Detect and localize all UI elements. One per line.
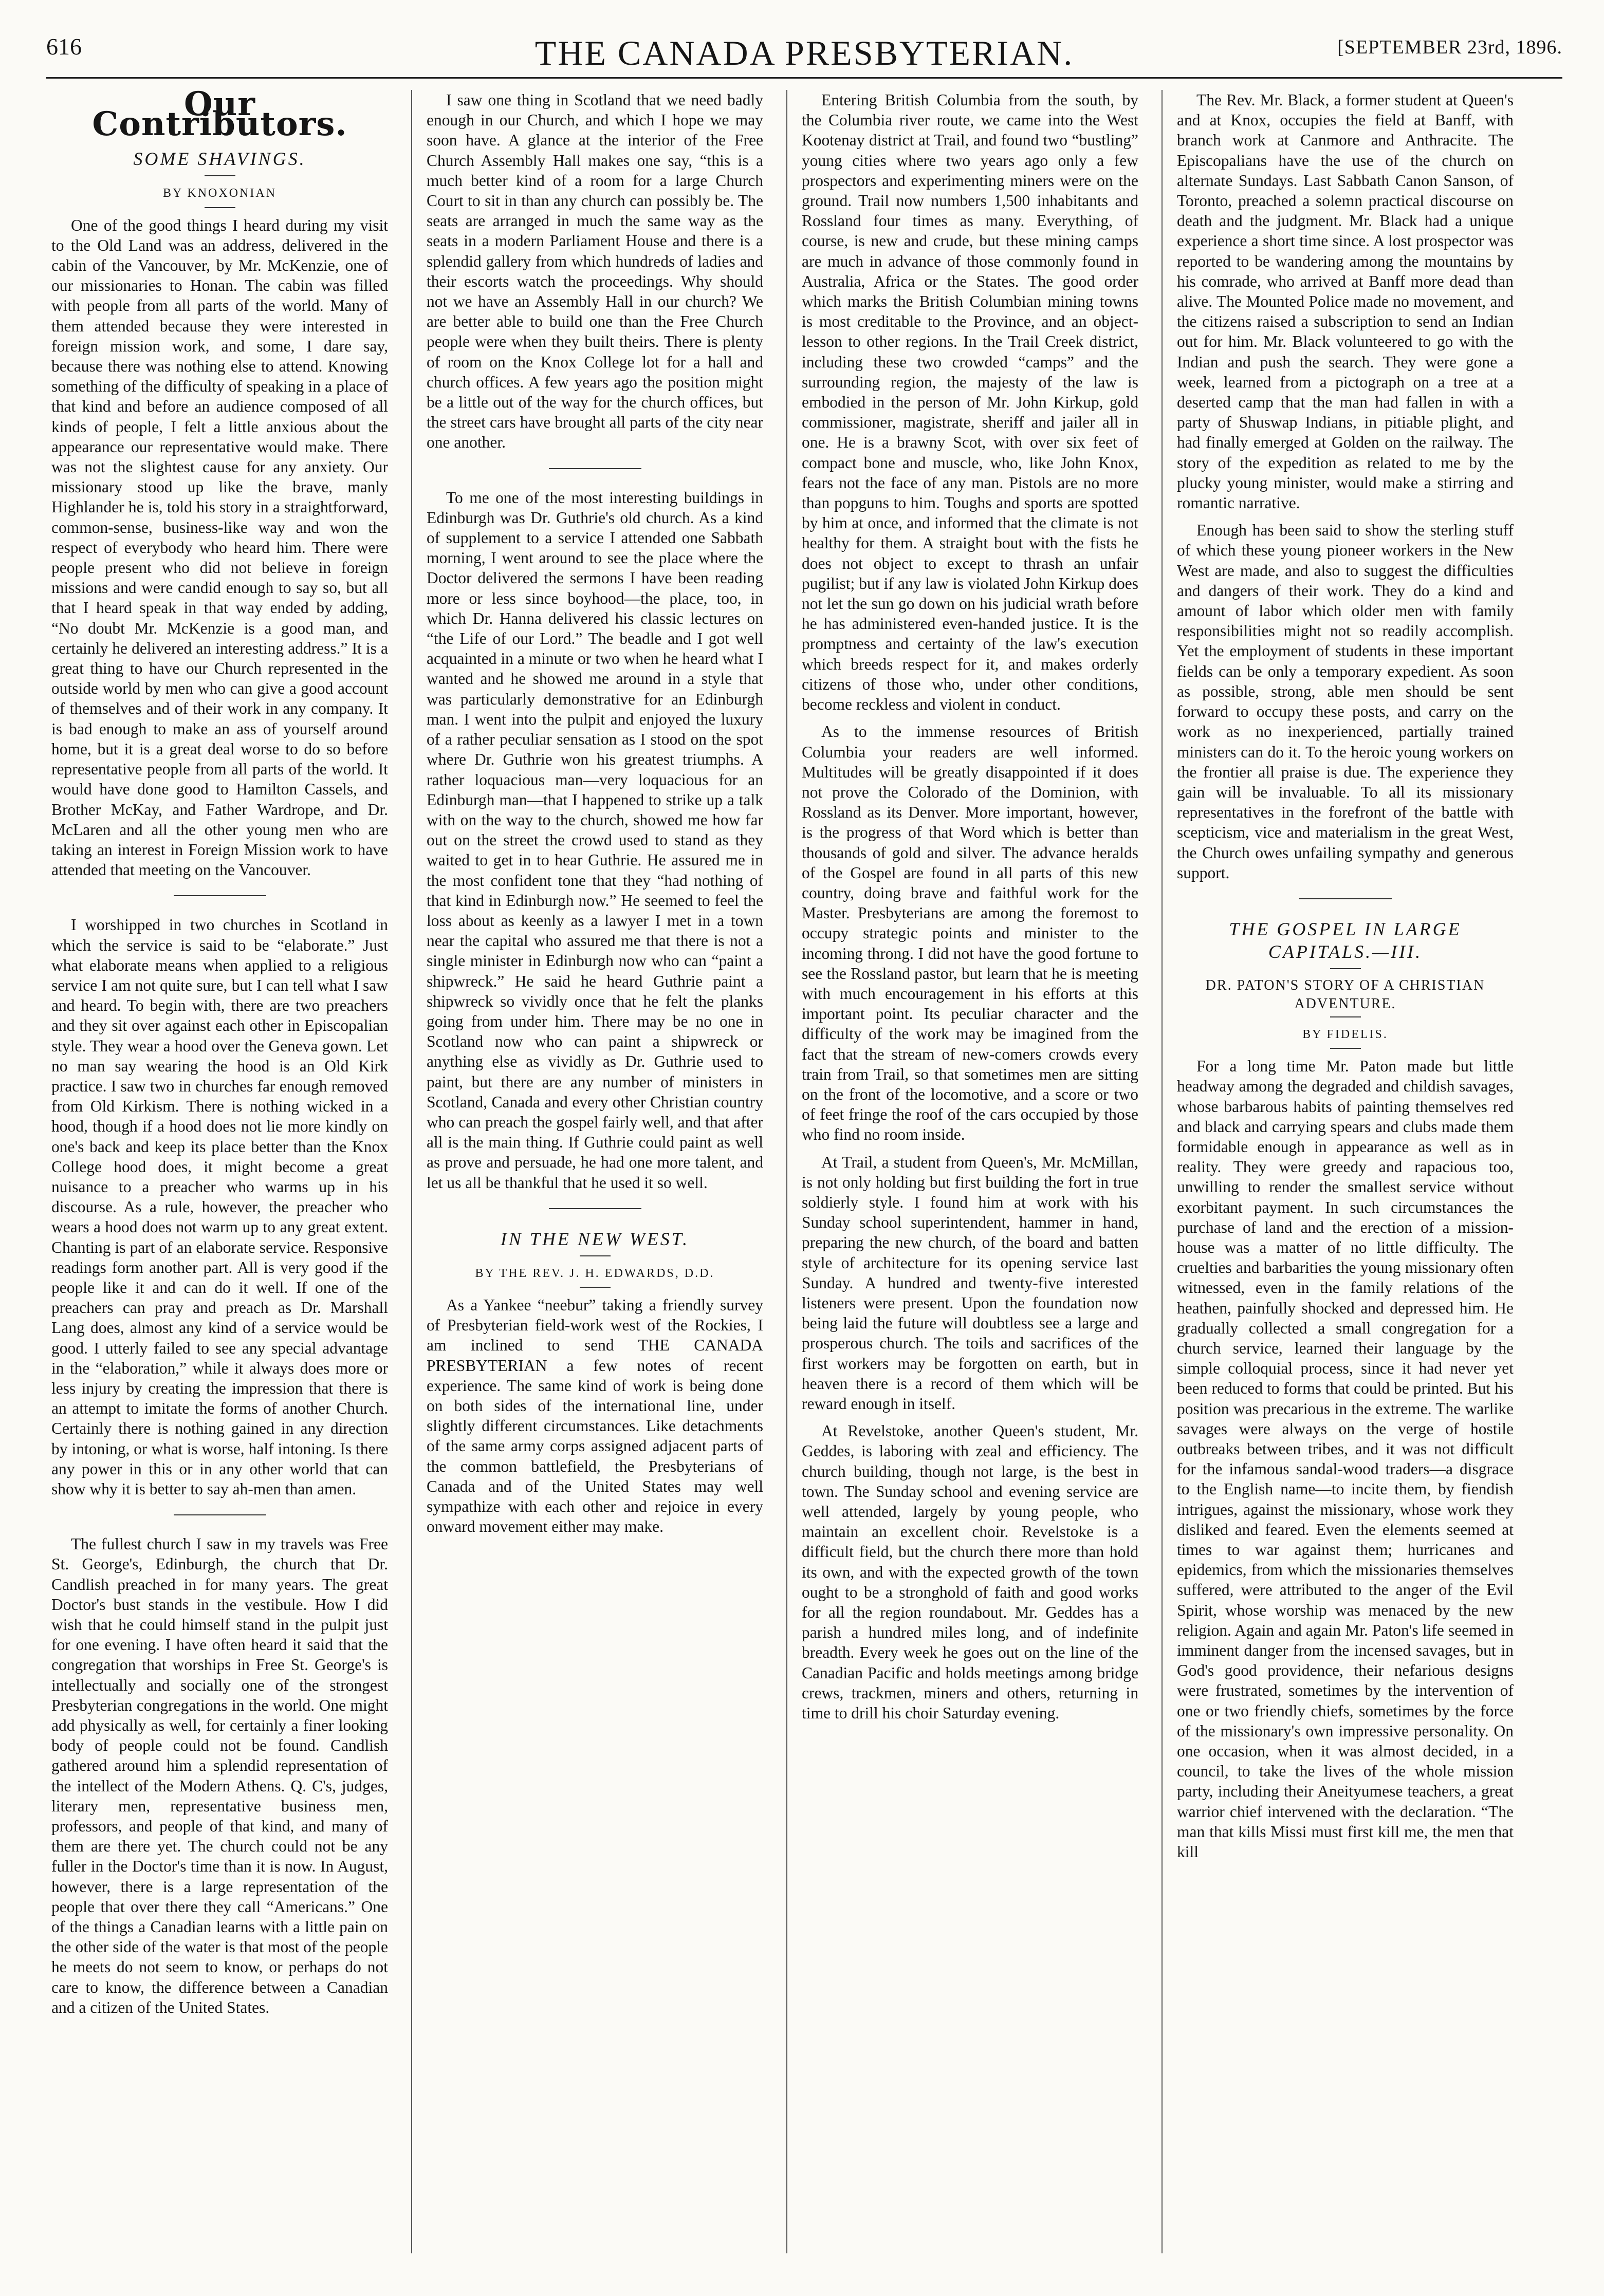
subhead-rule bbox=[1330, 1016, 1361, 1017]
article-byline-gospel: BY FIDELIS. bbox=[1302, 1027, 1388, 1041]
paragraph: For a long time Mr. Paton made but little headway among the degraded and childish savages, whose barbarous habits of painting themselves red and black and carrying spears and clubs made them formidable enough in appearance as well as in reality. They were greedy and rapacious too, unwilling to render the smallest service without exorbitant payment. In such circumstances the purchase of land and the erection of a mission-house was a matter of no little difficulty. The cruelties and barbarities the young missionary often witnessed, even in the family relations of the heathen, painfully shocked and depressed him. He gradually collected a small congregation for a church service, learned their language by the simple colloquial process, since it had never yet been reduced to forms that could be printed. But his position was precarious in the extreme. The warlike savages were always on the verge of hostile outbreaks between tribes, and it was not difficult for the infamous sandal-wood traders—a disgrace to the English name—to incite them, by fiendish intrigues, against the missionary, whose work they disliked and feared. Even the elements seemed at times to war against them; hurricanes and epidemics, from which the missionaries themselves suffered, were attributed to the anger of the Evil Spirit, whose worship was menaced by the new religion. Again and again Mr. Paton's life seemed in imminent danger from the incensed savages, but in God's good providence, their nefarious designs were frustrated, sometimes by the intervention of one or two friendly chiefs, sometimes by the force of the missionary's own impressive personality. On one occasion, when it was almost decided, in a council, to take the lives of the whole mission party, including their Aneityumese teachers, a great warrior chief intervened with the declaration. “The man that kills Missi must first kill me, the men that kill bbox=[1177, 1057, 1514, 1861]
title-rule bbox=[205, 175, 235, 176]
paragraph: One of the good things I heard during my visit to the Old Land was an address, delivered in the cabin of the Vancouver, by Mr. McKenzie, one of our missionaries to Honan. The cabin was filled with people from all parts of the world. Many of them attended because they were interested in foreign mission work, and some, I dare say, because there was nothing else to attend. Knowing something of the difficulty of speaking in a place of that kind and before an audience composed of all kinds of people, I felt a little anxious about the appearance our representative would make. There was not the slightest cause for any anxiety. Our missionary stood up like the brave, manly Highlander he is, told his story in a straightforward, common-sense, business-like way and won the respect of everybody who heard him. There were people present who did not believe in foreign missions and were candid enough to say so, but all that I heard speak in that way ended by adding, “No doubt Mr. McKenzie is a good man, and certainly he delivered an interesting address.” It is a great thing to have our Church represented in the outside world by men who can give a good account of themselves and of their work in any company. It is bad enough to make an ass of yourself around home, but it is a great deal worse to do so before representative people from all parts of the world. It would have done good to Hamilton Cassels, and Brother McKay, and Father Wardrope, and Dr. McLaren and all the other young men who are taking an interest in Foreign Mission work to have attended that meeting on the Vancouver. bbox=[51, 216, 388, 879]
section-title: Our Contributors. bbox=[92, 90, 347, 144]
byline-rule bbox=[1330, 1048, 1361, 1049]
article-title-gospel: THE GOSPEL IN LARGE CAPITALS.—III. bbox=[1229, 918, 1462, 962]
column-divider bbox=[1161, 90, 1163, 2253]
column-2 bbox=[427, 90, 763, 2258]
column-1 bbox=[51, 90, 388, 2258]
article-separator bbox=[549, 1208, 641, 1209]
page-header bbox=[46, 33, 1562, 74]
paragraph: The Rev. Mr. Black, a former student at Queen's and at Knox, occupies the field at Banff, with branch work at Canmore and Anthracite. The Episcopalians have the use of the church on alternate Sundays. Last Sabbath Canon Sanson, of Toronto, preached a solemn practical discourse on death and the judgment. Mr. Black had a unique experience a short time since. A lost prospector was reported to be wandering among the mountains by his comrade, who arrived at Banff more dead than alive. The Mounted Police made no movement, and the citizens raised a subscription to send an Indian out for him. Mr. Black volunteered to go with the Indian and push the search. They were gone a week, learned from a pictograph on a tree at a deserted camp that the man had fallen in with a party of Shuswap Indians, in pitiable plight, and had finally emerged at Golden on the railway. The story of the expedition as related to me by the plucky young minister, would make a stirring and romantic narrative. bbox=[1177, 91, 1514, 512]
paragraph-separator bbox=[174, 895, 266, 896]
paragraph-separator bbox=[174, 1514, 266, 1515]
article-title-new-west: IN THE NEW WEST. bbox=[500, 1228, 690, 1249]
paragraph: I worshipped in two churches in Scotland in which the service is said to be “elaborate.” Just what elaborate means when applied to a religious service I am not quite sure, but I can tell what I saw and heard. To begin with, there are two preachers and they sit over against each other in Episcopalian style. They wear a hood over the Geneva gown. Let no man say wearing the hood is an Old Kirk practice. I saw two in churches far enough removed from Old Kirkism. There is nothing wicked in a hood, though if a hood does not lie more kindly on one's back and keep its place better than the Knox College hood does, it might become a great nuisance to a preacher who warms up in his discourse. As a rule, however, the preacher who wears a hood does not warm up to any great extent. Chanting is part of an elaborate service. Responsive readings form another part. All is very good if the people like it and can do it well. If one of the preachers can pray and preach as Dr. Marshall Lang does, almost any kind of a service would be good. I utterly failed to see any special advantage in the “elaboration,” while it always does more or less injury by creating the impression that there is an attempt to imitate the forms of another Church. Certainly there is nothing gained in any direction by intoning, or what is worse, half intoning. Is there any power in this or in any other world that can show why it is better to say ah-men than amen. bbox=[51, 916, 388, 1498]
page-number: 616 bbox=[46, 33, 82, 60]
paragraph: As to the immense resources of British Columbia your readers are well informed. Multitudes will be greatly disappointed if it does not prove the Colorado of the Dominion, with Rossland as its Denver. More important, however, is the progress of that Word which is better than thousands of gold and silver. The advance heralds of the Gospel are found in all parts of this new country, doing brave and faithful work for the Master. Presbyterians are among the foremost to occupy strategic points and minister to the incoming throng. I did not have the good fortune to see the Rossland pastor, but learn that he is meeting with much encouragement in his efforts at this important point. Its peculiar character and the difficulty of the work may be imagined from the fact that the stream of new-comers crowds every train from Trail, so that sometimes men are sitting on the front of the locomotive, and a score or two of feet fringe the roof of the cars occupied by those who find no room inside. bbox=[802, 723, 1138, 1144]
column-4 bbox=[1177, 90, 1514, 2258]
article-title-shavings: SOME SHAVINGS. bbox=[133, 149, 306, 170]
paragraph: At Trail, a student from Queen's, Mr. McMillan, is not only holding but first building the fort in true soldierly style. I found him at work with his Sunday school superintendent, hammer in hand, preparing the new church, of the board and batten style of architecture for its opening service last Sunday. A hundred and twenty-five interested listeners were present. Upon the foundation now being laid the future will doubtless see a large and prosperous church. The toils and sacrifices of the first workers may be forgotten on earth, but in heaven there is a record of them which will be reward enough in itself. bbox=[802, 1153, 1138, 1413]
paragraph: At Revelstoke, another Queen's student, Mr. Geddes, is laboring with zeal and efficiency. The church building, though not large, is the best in town. The Sunday school and evening service are well attended, largely by young people, who maintain an excellent choir. Revelstoke is a difficult field, but the church there more than hold its own, and with the expected growth of the town ought to be a stronghold of faith and good works for all the region roundabout. Mr. Geddes has a parish a hundred miles long, and of indefinite breadth. Every week he goes out on the line of the Canadian Pacific and holds meetings among bridge crews, trackmen, miners and others, returning in time to drill his choir Saturday evening. bbox=[802, 1422, 1138, 1723]
article-separator bbox=[1299, 898, 1392, 899]
paragraph: The fullest church I saw in my travels was Free St. George's, Edinburgh, the church that Dr. Candlish preached in for many years. The great Doctor's bust stands in the vestibule. How I did wish that he could himself stand in the pulpit just for one evening. I have often heard it said that the congregation that worships in Free St. George's is intellectually and socially one of the strongest Presbyterian congregations in the world. One might add physically as well, for certainly a finer looking body of people could not be found. Candlish gathered around him a splendid representation of the intellect of the Modern Athens. Q. C's, judges, literary men, representative business men, professors, and people of that kind, and many of them are there yet. The church could not be any fuller in the Doctor's time than it is now. In August, however, there is a large representation of the people that over there they call “Americans.” One of the things a Canadian learns with a little pain on the other side of the water is that most of the people he meets do not seem to know, or perhaps do not care to know, the difference between a Canadian and a citizen of the United States. bbox=[51, 1535, 388, 2016]
paragraph: As a Yankee “neebur” taking a friendly survey of Presbyterian field-work west of the Rockies, I am inclined to send THE CANADA PRESBYTERIAN a few notes of recent experience. The same kind of work is being done on both sides of the international line, under slightly different circumstances. Like detachments of the same army corps assigned adjacent parts of the common battlefield, the Presbyterians of Canada and of the United States may well sympathize with each other and rejoice in every onward movement either may make. bbox=[427, 1295, 763, 1536]
paragraph: I saw one thing in Scotland that we need badly enough in our Church, and which I hope we may soon have. A glance at the interior of the Free Church Assembly Hall makes one say, “this is a much better kind of a room for a large Church Court to sit in than any church can possibly be. The seats are arranged in much the same way as the seats in a modern Parliament House and there is a splendid gallery from which hundreds of ladies and their escorts watch the proceedings. Why should not we have an Assembly Hall in our church? We are better able to build one than the Free Church people were when they built theirs. There is plenty of room on the Knox College lot for a hall and church offices. A few years ago the position might be a little out of the way for the church offices, but the street cars have brought all parts of the city near one another. bbox=[427, 91, 763, 452]
column-divider bbox=[786, 90, 787, 2253]
header-rule bbox=[46, 77, 1562, 79]
article-subhead-gospel: DR. PATON'S STORY OF A CHRISTIAN ADVENTURE. bbox=[1205, 977, 1485, 1012]
masthead: THE CANADA PRESBYTERIAN. bbox=[534, 33, 1074, 72]
paragraph: Entering British Columbia from the south, by the Columbia river route, we came into the West Kootenay district at Trail, and found two “bustling” young cities where two years ago only a few prospectors and experimenting miners were on the ground. Trail now numbers 1,500 inhabitants and Rossland four times as many. Everything, of course, is new and crude, but these mining camps are much in advance of those commonly found in Australia, Africa or the States. The good order which marks the British Columbian mining towns is most creditable to the Province, and an object-lesson to other regions. In the Trail Creek district, including these two crowded “camps” and the surrounding region, the majesty of the law is embodied in the person of Mr. John Kirkup, gold commissioner, magistrate, sheriff and jailer all in one. He is a brawny Scot, with over six feet of compact bone and muscle, who, like John Knox, fears not the face of any man. Pistols are no more than popguns to him. Toughs and sports are spotted by him at once, and informed that the climate is not healthy for them. A straight bout with the fists he does not object to except to thrash an unfair pugilist; but if any law is violated John Kirkup does not let the sun go down on his judicial wrath before he has administered even-handed justice. It is the promptness and certainty of the law's execution which breeds respect for it, and makes orderly citizens of those who, under other conditions, become reckless and violent in conduct. bbox=[802, 91, 1138, 714]
title-rule bbox=[580, 1255, 611, 1256]
byline-rule bbox=[580, 1287, 611, 1288]
title-rule bbox=[1330, 968, 1361, 969]
article-byline-new-west: BY THE REV. J. H. EDWARDS, D.D. bbox=[475, 1266, 715, 1280]
paragraph: Enough has been said to show the sterling stuff of which these young pioneer workers in the New West are made, and also to suggest the difficulties and dangers of their work. They do a kind and amount of labor which older men with family responsibilities might not so readily accomplish. Yet the employment of students in these important fields can be only a temporary expedient. As soon as possible, strong, able men should be sent forward to occupy these posts, and carry on the work as no inexperienced, partially trained ministers can do it. To the heroic young workers on the frontier all praise is due. The experience they gain will be invaluable. To all its missionary representatives in the forefront of the battle with scepticism, vice and materialism in the great West, the Church owes unfailing sympathy and generous support. bbox=[1177, 521, 1514, 882]
paragraph-separator bbox=[549, 468, 641, 469]
column-3 bbox=[802, 90, 1138, 2258]
article-byline-shavings: BY KNOXONIAN bbox=[162, 187, 277, 200]
column-divider bbox=[411, 90, 412, 2253]
paragraph: To me one of the most interesting buildings in Edinburgh was Dr. Guthrie's old church. As a kind of supplement to a service I attended one Sabbath morning, I went around to see the place where the Doctor delivered the sermons I have been reading more or less since boyhood—the place, too, in which Dr. Hanna delivered his classic lectures on “the Life of our Lord.” The beadle and I got well acquainted in a minute or two when he heard what I wanted and he showed me around in a style that was particularly demonstrative for an Edinburgh man. I went into the pulpit and enjoyed the luxury of a rather peculiar sensation as I stood on the spot where Dr. Guthrie won his greatest triumphs. A rather loquacious man—very loquacious for an Edinburgh man—that I happened to strike up a talk with on the way to the church, showed me how far out on the street the crowd used to stand as they waited to get in to hear Guthrie. He assured me in the most confident tone that they “had nothing of that kind in Edinburgh now.” He seemed to feel the loss about as keenly as a lawyer I met in a town near the capital who assured me that there is not a single minister in Edinburgh now who can “paint a shipwreck.” He said he heard Guthrie paint a shipwreck so vividly once that he felt the planks going from under him. There may be no one in Scotland now who can paint a shipwreck or anything else as vividly as Dr. Guthrie used to paint, but there are any number of ministers in Scotland, Canada and every other Christian country who can preach the gospel fairly well, and that after all is the main thing. If Guthrie could paint as well as prove and persuade, he had one more talent, and let us all be thankful that he used it so well. bbox=[427, 488, 763, 1192]
byline-rule bbox=[205, 207, 235, 208]
issue-date: [SEPTEMBER 23rd, 1896. bbox=[1337, 36, 1562, 58]
